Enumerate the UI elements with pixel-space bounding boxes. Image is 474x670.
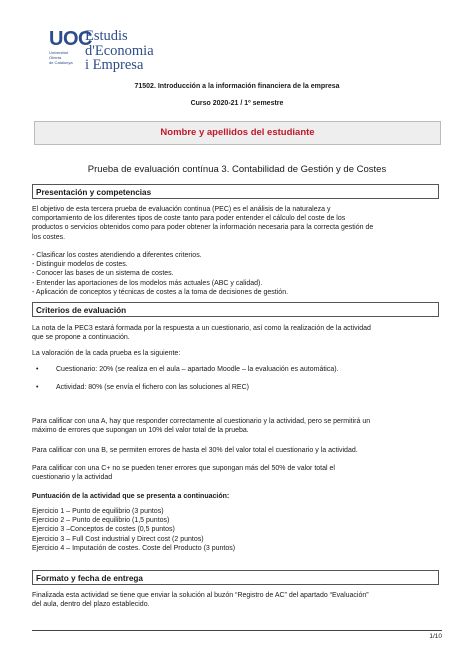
list-item: Ejercicio 3 –Conceptos de costes (0,5 puntos): [32, 526, 175, 534]
presentation-intro: El objetivo de esta tercera prueba de evaluación continua (PEC) es el análisis de la naturaleza y comportamiento de los diferentes tipos de coste tanto para poder entender el cálculo del coste de los productos o servicios obtenidos como para poder obtener la información necesaria para la correcta gestión de los costes.: [32, 206, 374, 241]
bullet-icon: •: [36, 366, 39, 373]
list-item: • Cuestionario: 20% (se realiza en el aula – apartado Moodle – la evaluación es automática).: [36, 366, 339, 373]
course-title: 71502. Introducción a la información financiera de la empresa: [134, 83, 340, 90]
section-heading-delivery: Formato y fecha de entrega: [32, 570, 439, 585]
list-item: - Entender las aportaciones de los modelos más actuales (ABC y calidad).: [32, 279, 263, 287]
scoring-heading: Puntuación de la actividad que se presenta a continuación:: [32, 493, 230, 500]
list-item: Ejercicio 1 – Punto de equilibrio (3 puntos): [32, 508, 164, 515]
student-name-box: Nombre y apellidos del estudiante: [34, 121, 441, 145]
list-item: - Distinguir modelos de costes.: [32, 261, 128, 269]
list-item: Ejercicio 3 – Full Cost industrial y Direct cost (2 puntos): [32, 535, 204, 543]
section-heading-criteria: Criterios de evaluación: [32, 302, 439, 317]
grade-c-text: Para calificar con una C+ no se pueden tener errores que supongan más del 50% de valor total el cuestionario y la actividad: [32, 465, 335, 482]
list-item: • Actividad: 80% (se envía el fichero con las soluciones al REC): [36, 384, 249, 391]
logo-university-name: Universitat Oberta de Catalunya: [49, 50, 73, 65]
list-item: Ejercicio 4 – Imputación de costes. Coste del Producto (3 puntos): [32, 544, 236, 552]
course-term: Curso 2020-21 / 1º semestre: [190, 100, 284, 107]
logo-department: Estudis d'Economia i Empresa: [85, 28, 154, 73]
bullet-icon: •: [36, 384, 39, 391]
competencies-list: [32, 251, 442, 297]
criteria-intro: La nota de la PEC3 estará formada por la respuesta a un cuestionario, así como la realización de la actividad que se propone a continuación.: [32, 325, 371, 342]
page-number: 1/10: [429, 633, 442, 640]
list-item: Ejercicio 2 – Punto de equilibrio (1,5 puntos): [32, 517, 170, 525]
logo-mark: UOC: [49, 28, 92, 50]
grade-a-text: Para calificar con una A, hay que responder correctamente al cuestionario y la actividad, pero se permitirá un máximo de errores que supongan un 10% del valor total de la prueba.: [32, 418, 371, 435]
list-item: - Conocer las bases de un sistema de costes.: [32, 270, 174, 278]
section-heading-presentation: Presentación y competencias: [32, 184, 439, 199]
document-title: Prueba de evaluación contínua 3. Contabilidad de Gestión y de Costes: [87, 164, 387, 175]
delivery-text: Finalizada esta actividad se tiene que enviar la solución al buzón “Registro de AC” del apartado “Evaluación” del aula, dentro del plazo establecido.: [32, 592, 369, 609]
footer-divider: [32, 630, 442, 631]
exercise-list: [32, 507, 442, 553]
list-item: - Clasificar los costes atendiendo a diferentes criterios.: [32, 252, 202, 259]
uoc-logo: [49, 28, 189, 74]
list-item: - Aplicación de conceptos y técnicas de costes a la toma de decisiones de gestión.: [32, 288, 289, 296]
grade-b-text: Para calificar con una B, se permiten errores de hasta el 30% del valor total el cuestionario y la actividad.: [32, 447, 358, 454]
weighting-intro: La valoración de la cada prueba es la siguiente:: [32, 350, 181, 357]
